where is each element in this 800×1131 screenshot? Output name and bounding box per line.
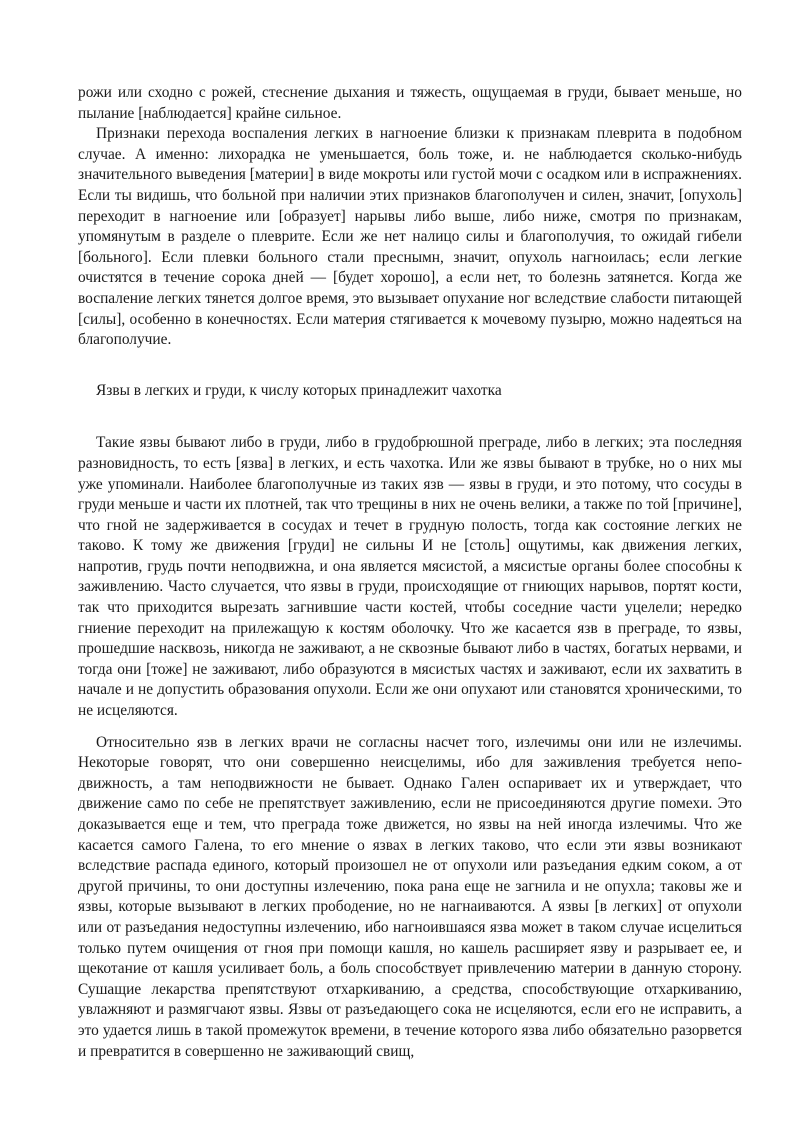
paragraph-lung-ulcers: Относительно язв в легких врачи не согласны насчет того, излечимы они или не излечимы. Некоторые говорят, что они совершенно неисцелимы, ибо для заживления требуется непо-движность, а там неподвижности не бывает. Однако Гален оспаривает их и утверждает, что движение само по себе не препятствует заживлению, если не присоединяются другие помехи. Это доказывается еще и тем, что преграда тоже движется, но язвы на ней иногда излечимы. Что же касается самого Галена, то его мнение о язвах в легких таково, что если эти язвы возникают вследствие распада единого, который произошел не от опухоли или разъедания едким соком, а от другой причины, то они доступны излечению, пока рана еще не загнила и не опухла; таковы же и язвы, которые вызывают в легких прободение, но не нагнаиваются. А язвы [в легких] от опухоли или от разъедания недоступны излечению, ибо нагноившаяся язва может в таком случае исцелиться только путем очищения от гноя при помощи кашля, но кашель расширяет язву и разрывает ее, и щекотание от кашля усиливает боль, а боль способствует привлечению материи в данную сторону. Сушащие лекарства препятствуют отхаркиванию, а средства, способствующие отхаркиванию, увлажняют и размягчают язвы. Язвы от разъедающего сока не исцеляются, если его не исправить, а это удается лишь в такой промежуток времени, в течение которого язва либо обязательно разорвется и превратится в совершенно не заживающий свищ, — [78, 733, 742, 1060]
paragraph-chest-ulcers: Такие язвы бывают либо в груди, либо в грудобрюшной преграде, либо в легких; эта последняя разновидность, то есть [язва] в легких, и есть чахотка. Или же язвы бывают в трубке, но о них мы уже упоминали. Наиболее благополучные из таких язв — язвы в груди, и это потому, что сосуды в груди меньше и части их плотней, так что трещины в них не очень велики, а также по той [причине], что гной не задерживается в сосудах и течет в грудную полость, тогда как состояние легких не таково. К тому же движения [груди] не сильны И не [столь] ощутимы, как движения легких, напротив, грудь почти неподвижна, и она является мясистой, а мясистые органы более способны к заживлению. Часто случается, что язвы в груди, происходящие от гниющих нарывов, портят кости, так что приходится вырезать загнившие части костей, чтобы соседние части уцелели; нередко гниение переходит на прилежащую к костям оболочку. Что же касается язв в преграде, то язвы, прошедшие насквозь, никогда не заживают, а не сквозные бывают либо в частях, богатых нервами, и тогда они [тоже] не заживают, либо образуются в мясистых частях и заживают, если их захватить в начале и не допустить образования опухоли. Если же они опухают или становятся хроническими, то не исцеляются. — [78, 434, 742, 720]
paragraph-pneumonia-suppuration: Признаки перехода воспаления легких в нагноение близки к признакам плеврита в подобном случае. А именно: лихорадка не уменьшается, боль тоже, и. не наблюдается сколько-нибудь значительного выведения [материи] в виде мокроты или густой мочи с осадком или в испражнениях. Если ты видишь, что больной при наличии этих признаков благополучен и силен, значит, [опухоль] переходит в нагноение или [образует] нарывы либо выше, либо ниже, смотря по признакам, упомянутым в разделе о плеврите. Если же нет налицо силы и благополучия, то ожидай гибели [больного]. Если плевки больного стали преснымн, значит, опухоль нагноилась; если легкие очистятся в течение сорока дней — [будет хорошо], а если нет, то болезнь затянется. Когда же воспаление легких тянется долгое время, это вызывает опухание ног вследствие слабости питающей [силы], особенно в конечностях. Если материя стягивается к мочевому пузырю, можно надеяться на благополучие. — [78, 125, 742, 349]
paragraph-continued: рожи или сходно с рожей, стеснение дыхания и тяжесть, ощущаемая в груди, бывает меньше, но пылание [наблюдается] крайне сильное. — [78, 84, 742, 122]
section-heading: Язвы в легких и груди, к числу которых принадлежит чахотка — [96, 381, 502, 399]
